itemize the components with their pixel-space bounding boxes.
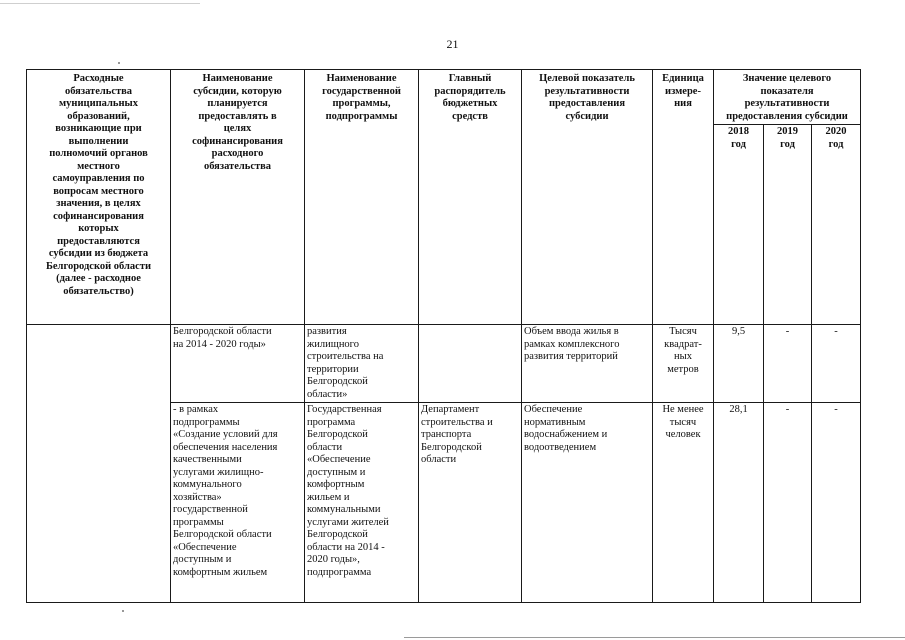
cell-value-2018: 28,1: [714, 403, 764, 603]
cell-administrator: [419, 325, 522, 403]
cell-unit: Тысяч квадрат- ных метров: [653, 325, 714, 403]
scan-speck: [122, 610, 124, 612]
cell-value-2019: -: [764, 403, 812, 603]
table-row: [27, 325, 861, 403]
scan-edge-line: [0, 3, 200, 4]
cell-value-2020: -: [812, 325, 861, 403]
header-indicator-value: Значение целевого показателя результативности предоставления субсидии: [714, 70, 861, 125]
page-number: 21: [446, 37, 459, 51]
cell-program: развития жилищного строительства на территории Белгородской области»: [305, 325, 419, 403]
cell-value-2019: -: [764, 325, 812, 403]
header-unit: Единица измере- ния: [653, 70, 714, 325]
header-year-2018: 2018 год: [714, 125, 764, 325]
cell-subsidy: Белгородской области на 2014 - 2020 годы»: [171, 325, 305, 403]
cell-administrator: Департамент строительства и транспорта Белгородской области: [419, 403, 522, 603]
header-budget-administrator: Главный распорядитель бюджетных средств: [419, 70, 522, 325]
header-target-indicator: Целевой показатель результативности предоставления субсидии: [522, 70, 653, 325]
header-year-2020: 2020 год: [812, 125, 861, 325]
header-program-name: Наименование государственной программы, подпрограммы: [305, 70, 419, 325]
header-year-2019: 2019 год: [764, 125, 812, 325]
header-row-1: [27, 70, 861, 125]
cell-program: Государственная программа Белгородской области «Обеспечение доступным и комфортным жильем и коммунальными услугами жителей Белгородской области на 2014 - 2020 годы», подпрограмма: [305, 403, 419, 603]
scan-speck: [118, 62, 120, 64]
cell-subsidy: - в рамках подпрограммы «Создание условий для обеспечения населения качественными услугами жилищно- коммунального хозяйства» государственной программы Белгородской области «Обеспечение доступным и комфортным жильем: [171, 403, 305, 603]
cell-obligation: [27, 325, 171, 603]
cell-value-2018: 9,5: [714, 325, 764, 403]
subsidy-table: [26, 69, 861, 603]
scan-edge-line: [404, 637, 905, 638]
cell-unit: Не менее тысяч человек: [653, 403, 714, 603]
header-expenditure-obligations: Расходные обязательства муниципальных образований, возникающие при выполнении полномочий органов местного самоуправления по вопросам местного значения, в целях софинансирования которых предоставляются субсидии из бюджета Белгородской области (далее - расходное обязательство): [27, 70, 171, 325]
cell-indicator: Обеспечение нормативным водоснабжением и водоотведением: [522, 403, 653, 603]
header-subsidy-name: Наименование субсидии, которую планируется предоставлять в целях софинансирования расходного обязательства: [171, 70, 305, 325]
cell-value-2020: -: [812, 403, 861, 603]
cell-indicator: Объем ввода жилья в рамках комплексного развития территорий: [522, 325, 653, 403]
